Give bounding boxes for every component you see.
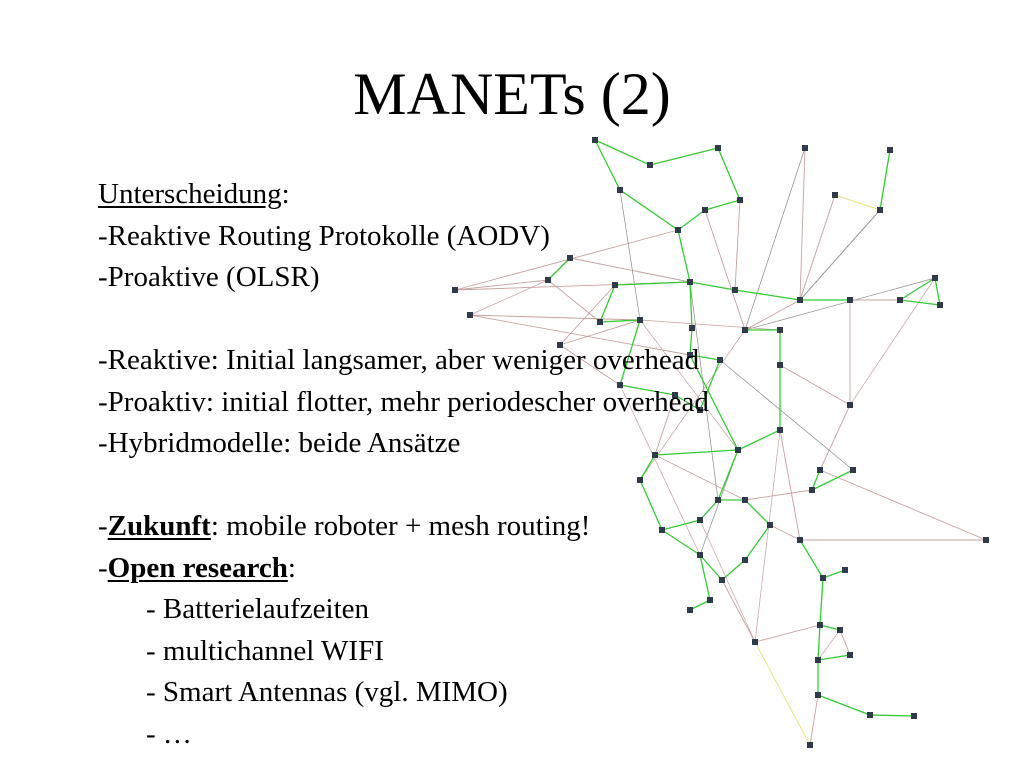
- blank-line: [98, 299, 978, 341]
- network-node: [647, 162, 653, 168]
- battery-life-item: - Batterielaufzeiten: [146, 593, 370, 625]
- network-node: [983, 537, 989, 543]
- multichannel-wifi-item: - multichannel WIFI: [146, 634, 384, 667]
- network-link: [650, 148, 718, 165]
- blank-line: [98, 465, 978, 507]
- network-node: [802, 145, 808, 151]
- network-link: [595, 140, 650, 165]
- future-dash: -: [98, 510, 108, 542]
- slide-title: MANETs (2): [353, 61, 671, 127]
- proactive-protocols-line: -Proaktive (OLSR): [98, 261, 320, 293]
- open-research-colon: :: [287, 551, 296, 584]
- distinction-heading: [98, 174, 978, 216]
- future-line: [98, 506, 978, 548]
- slide-body: [98, 174, 978, 755]
- network-node: [592, 137, 598, 143]
- ellipsis-item: - …: [146, 717, 192, 750]
- smart-antennas-item: - Smart Antennas (vgl. MIMO): [146, 676, 508, 708]
- reactive-overhead-line: -Reaktive: Initial langsamer, aber weniger overhead: [98, 344, 700, 376]
- hybrid-models-line: -Hybridmodelle: beide Ansätze: [98, 427, 461, 459]
- proactive-overhead-line: -Proaktiv: initial flotter, mehr periodescher overhead: [98, 385, 709, 418]
- open-research-line: [98, 548, 978, 590]
- future-label: Zukunft: [107, 510, 211, 542]
- network-node: [887, 147, 893, 153]
- open-research-label: Open research: [107, 551, 288, 584]
- future-text: : mobile roboter + mesh routing!: [210, 510, 591, 542]
- distinction-heading-colon: :: [281, 178, 290, 210]
- reactive-protocols-line: -Reaktive Routing Protokolle (AODV): [98, 219, 550, 252]
- distinction-heading-label: Unterscheidung: [98, 178, 282, 210]
- network-node: [715, 145, 721, 151]
- open-research-dash: -: [98, 551, 108, 584]
